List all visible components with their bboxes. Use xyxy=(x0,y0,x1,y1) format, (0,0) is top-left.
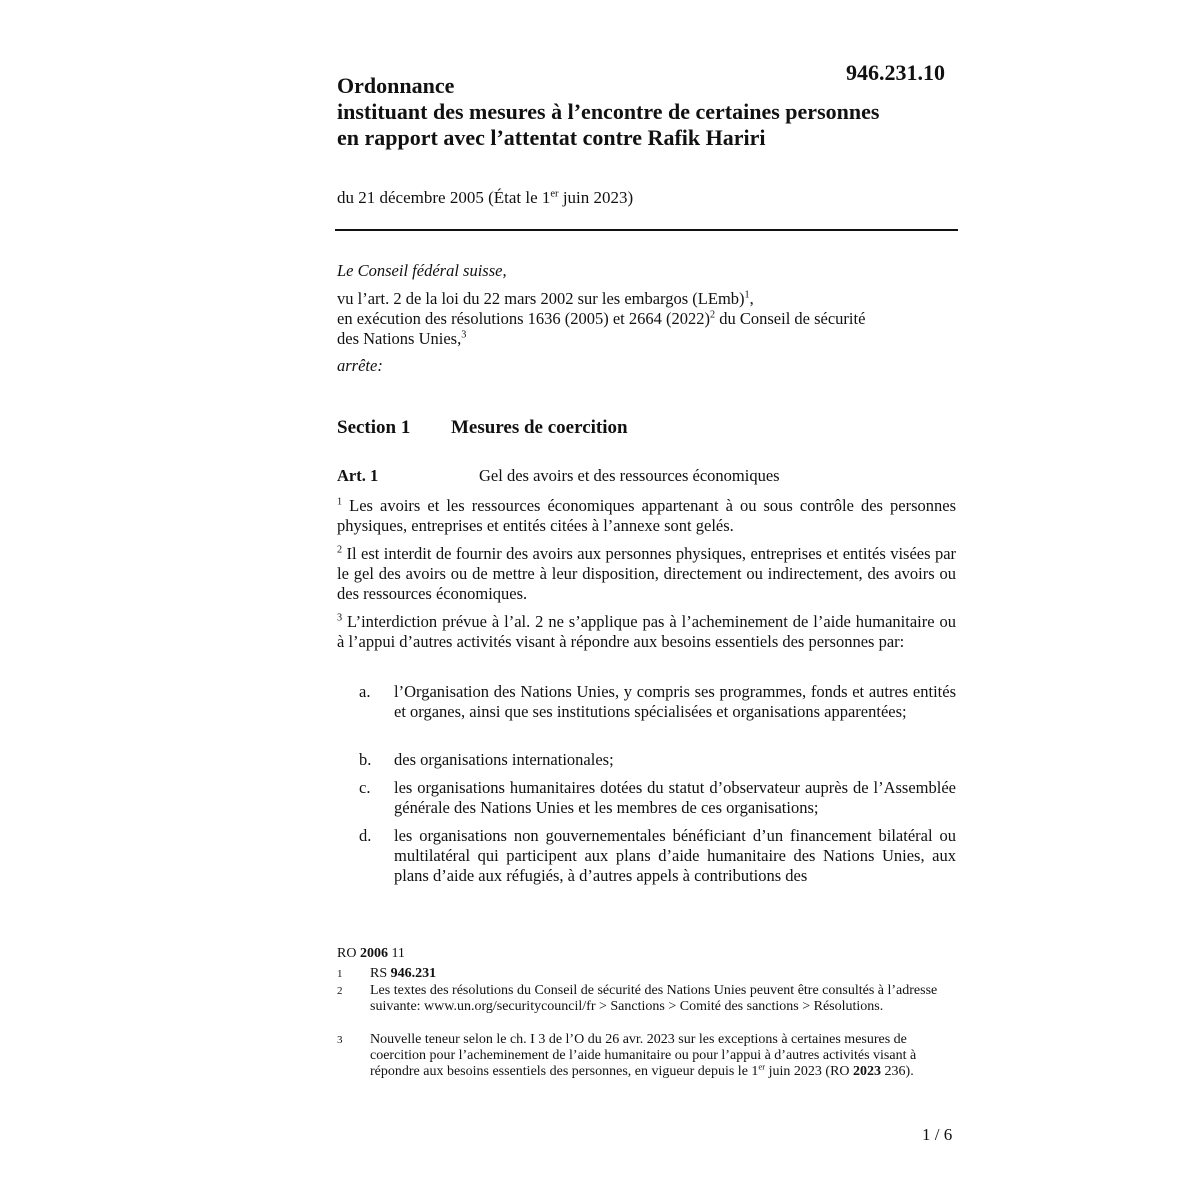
section-name: Mesures de coercition xyxy=(451,417,628,438)
preamble-vu: vu l’art. 2 de la loi du 22 mars 2002 sur les embargos (LEmb)$^1$, xyxy=(337,289,754,308)
article-heading xyxy=(337,466,780,486)
section-heading xyxy=(337,417,628,439)
list-item-text: les organisations humanitaires dotées du statut d’observateur auprès de l’Assemblée générale des Nations Unies et les membres de ces organisations; xyxy=(394,778,956,817)
preamble-authority: Le Conseil fédéral suisse, xyxy=(337,261,507,280)
list-item-label: b. xyxy=(359,750,372,769)
footnote-number: 1 xyxy=(337,968,343,980)
document-title xyxy=(337,73,977,151)
article-label: Art. 1 xyxy=(337,466,379,485)
page-indicator: 1 / 6 xyxy=(922,1125,953,1144)
list-item-label: d. xyxy=(359,826,372,845)
section-label: Section 1 xyxy=(337,417,411,438)
footnote-ro-reference: RO 2006 11 xyxy=(337,946,405,961)
header-divider xyxy=(335,229,958,231)
article-paragraph: $^2$ Il est interdit de fournir des avoirs aux personnes physiques, entreprises et entités visées par le gel des avoirs ou de mettre à leur disposition, directement ou indirectement, des avoirs ou des ressources économiques. xyxy=(337,544,957,603)
list-item-text: des organisations internationales; xyxy=(394,750,614,769)
preamble-execution-line2: des Nations Unies,$^3$ xyxy=(337,329,467,348)
preamble-execution-line1: en exécution des résolutions 1636 (2005) et 2664 $(2022)^2$ du Conseil de sécurité xyxy=(337,309,866,328)
list-item-label: c. xyxy=(359,778,371,797)
document-date: du 21 décembre 2005 (État le 1er juin 2023) xyxy=(337,188,634,207)
title-line: instituant des mesures à l’encontre de certaines personnes xyxy=(337,99,880,124)
footnote-number: 3 xyxy=(337,1034,343,1046)
document-number: 946.231.10 xyxy=(846,60,945,85)
article-paragraph: $^1$ Les avoirs et les ressources économiques appartenant à ou sous contrôle des personnes physiques, entreprises et entités citées à l’annexe sont gelés. xyxy=(337,496,957,535)
preamble-decree: arrête: xyxy=(337,356,383,375)
article-paragraph: $^3$ L’interdiction prévue à l’al. 2 ne s’applique pas à l’acheminement de l’aide humanitaire ou à l’appui d’autres activités visant à répondre aux besoins essentiels des personnes par: xyxy=(337,612,956,651)
footnote-text: RS 946.231 xyxy=(370,966,437,981)
list-item-text: les organisations non gouvernementales bénéficiant d’un financement bilatéral ou multilatéral qui participent aux plans d’aide humanitaire des Nations Unies, aux plans d’aide aux réfugiés, à d’autres appels à contributions des xyxy=(394,826,956,885)
list-item-label: a. xyxy=(359,682,371,701)
footnote-text: Nouvelle teneur selon le ch. I 3 de l’O du 26 avr. 2023 sur les exceptions à certaines mesures de coercition pour l’acheminement de l’aide humanitaire ou pour l’appui à d’autres activités visant à répondre aux besoins essentiels des personnes, en vigueur depuis le 1er juin 2023 (RO 2023 236). xyxy=(370,1032,917,1079)
title-line: Ordonnance xyxy=(337,73,455,98)
list-item-text: l’Organisation des Nations Unies, y compris ses programmes, fonds et autres entités et organes, ainsi que ses institutions spécialisées et organisations apparentées; xyxy=(394,682,956,721)
article-title: Gel des avoirs et des ressources économiques xyxy=(479,466,780,485)
footnote-text: Les textes des résolutions du Conseil de sécurité des Nations Unies peuvent être consultés à l’adresse suivante: www.un.org/securitycouncil/fr > Sanctions > Comité des sanctions > Résolutions. xyxy=(370,983,938,1014)
footnote-number: 2 xyxy=(337,985,343,997)
title-line: en rapport avec l’attentat contre Rafik Hariri xyxy=(337,125,766,150)
